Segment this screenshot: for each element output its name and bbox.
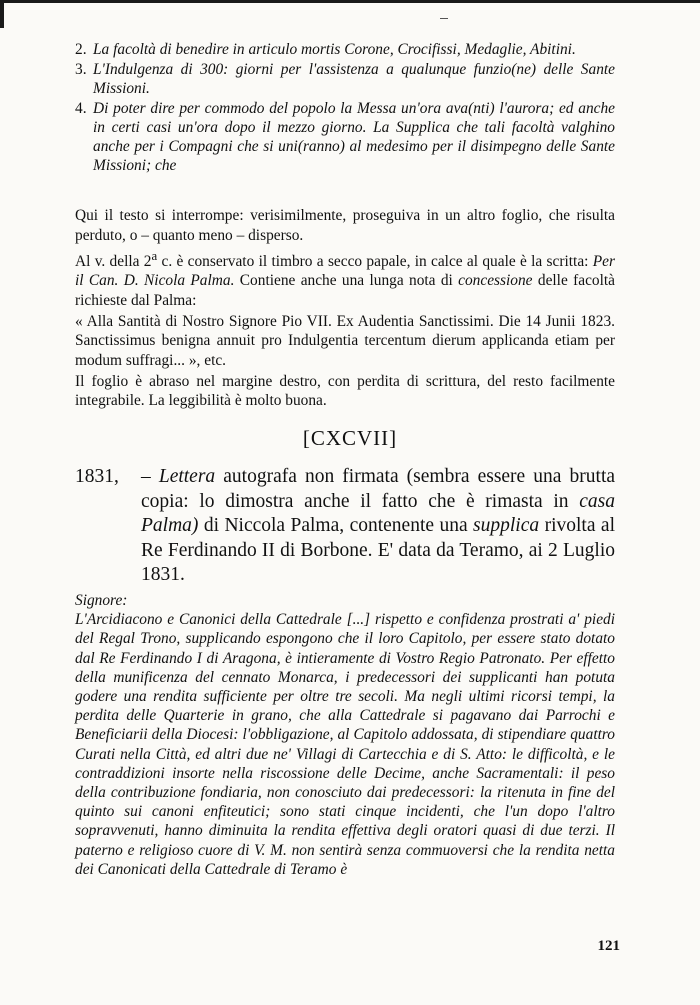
entry-text: autografa non firmata (sembra essere una brutta copia: lo dimostra anche il fatto che è rimasta in xyxy=(141,466,616,512)
superscript: a xyxy=(151,248,158,263)
list-item xyxy=(75,99,615,175)
list-item-number: 4. xyxy=(75,100,87,117)
numbered-list xyxy=(75,40,615,176)
entry-year: 1831, xyxy=(75,466,119,487)
note-paragraph: « Alla Santità di Nostro Signore Pio VII. Ex Audentia Sanctissimi. Die 14 Junii 1823. Sanctissimus benigna annuit pro Indulgentia tercentum dierum applicanda etiam per modum suffragi... », etc. xyxy=(75,312,615,369)
list-item-number: 2. xyxy=(75,41,87,58)
note-paragraph xyxy=(75,247,615,311)
list-item-text: La facoltà di benedire in articulo mortis Corone, Crocifissi, Medaglie, Abitini. xyxy=(93,41,576,58)
section-heading: [CXCVII] xyxy=(302,426,398,450)
entry-italic: casa Palma) xyxy=(141,490,615,536)
note-paragraph: Il foglio è abraso nel margine destro, con perdita di scrittura, del resto facilmente integrabile. La leggibilità è molto buona. xyxy=(75,372,615,410)
list-item-text: Di poter dire per commodo del popolo la Messa un'ora ava(nti) l'aurora; ed anche in certi casi un'ora dopo il mezzo giorno. La Supplica che tali facoltà valghino anche per i Compagni che si uni(ranno) al medesimo per il disimpegno delle Sante Missioni; che xyxy=(93,100,615,174)
note-text: Contiene anche una lunga nota di xyxy=(234,272,459,290)
entry-italic: Lettera xyxy=(158,466,216,487)
note-text: delle facoltà richieste dal Palma: xyxy=(75,272,615,309)
entry-description xyxy=(141,465,615,588)
entry-text: di Niccola Palma, contenente una xyxy=(198,515,474,536)
letter-salutation: Signore: xyxy=(75,592,128,609)
list-item xyxy=(75,40,615,59)
small-dash-mark xyxy=(440,18,448,19)
note-text: c. è conservato il timbro a secco papale, in calce al quale è la scritta: xyxy=(157,252,593,270)
page-number: 121 xyxy=(597,938,620,954)
note-text: Al v. della 2 xyxy=(75,252,152,270)
list-item-number: 3. xyxy=(75,61,87,78)
letter-body: L'Arcidiacono e Canonici della Cattedrale [...] rispetto e confidenza prostrati a' piedi del Regal Trono, supplicando espongono che il loro Capitolo, per essere stato dotato dal Re Ferdinando I di Aragona, è intieramente di Vostro Regio Patronato. Per effetto della munificenza del cennato Monarca, i predecessori dei supplicanti han potuta godere una rendita sufficiente per oltre tre secoli. Ma negli ultimi ricorsi tempi, la perdita delle Quarterie in grano, che alla Cattedrale si pagavano dai Parrochi e Beneficiarii della Diocesi: l'obbligazione, al Capitolo addossata, di stipendiare quattro Curati nella Città, ed altri due ne' Villagi di Cartecchia e di S. Atto: le difficoltà, e le contraddizioni insorte nella riscossione delle Decime, anche Sacramentali: il peso della contribuzione fondiaria, non conosciuto dai predecessori: la ritenuta in fine del quinto sui canoni enfiteutici; sono stati cinque incidenti, che l'un dopo l'altro sopravvenuti, hanno diminuita la rendita effettiva degli oratori quasi di due terzi. Il paterno e religioso cuore di V. M. non sentirà senza commuoversi che la rendita netta dei Canonicati della Cattedrale di Teramo è xyxy=(75,611,615,878)
catalog-entry xyxy=(75,465,615,588)
top-edge-rule xyxy=(0,0,700,3)
entry-text: rivolta al Re Ferdinando II di Borbone. E' data da Teramo, ai 2 Luglio 1831. xyxy=(141,515,615,585)
editorial-notes xyxy=(75,206,615,412)
corner-mark xyxy=(0,0,4,28)
note-italic: Per il Can. D. Nicola Palma. xyxy=(75,252,615,290)
note-italic: concessione xyxy=(458,272,533,290)
entry-text: – xyxy=(141,466,159,487)
note-paragraph: Qui il testo si interrompe: verisimilmente, proseguiva in un altro foglio, che risulta perduto, o – quanto meno – disperso. xyxy=(75,207,615,244)
list-item xyxy=(75,60,615,98)
list-item-text: L'Indulgenza di 300: giorni per l'assistenza a qualunque funzio(ne) delle Sante Missioni. xyxy=(93,61,615,97)
letter-transcription xyxy=(75,591,615,879)
entry-italic: supplica xyxy=(473,515,540,536)
